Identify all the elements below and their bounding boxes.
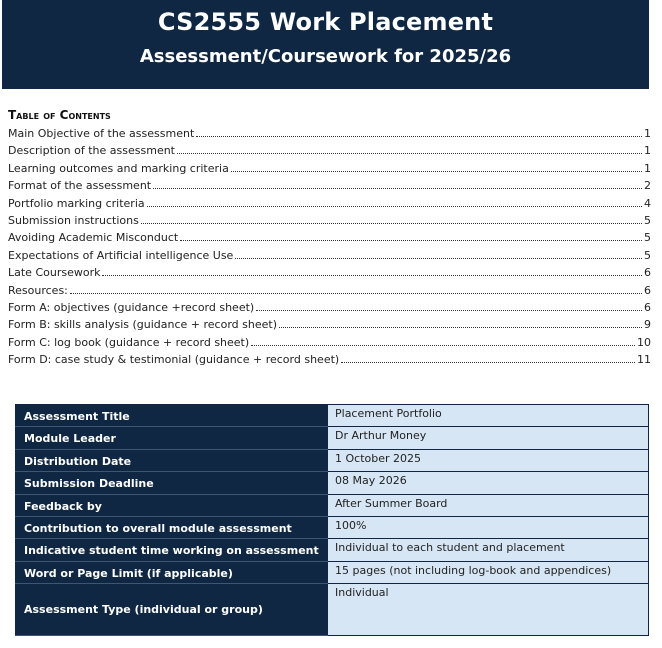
row-key: Distribution Date <box>16 449 328 471</box>
row-key: Submission Deadline <box>16 472 328 494</box>
row-value: Individual to each student and placement <box>328 539 649 561</box>
table-of-contents <box>8 127 651 370</box>
toc-entry-page: 1 <box>644 127 651 140</box>
document-subtitle: Assessment/Coursework for 2025/26 <box>139 46 512 67</box>
toc-entry-page: 6 <box>644 266 651 280</box>
toc-entry-label: Portfolio marking criteria <box>8 196 145 210</box>
toc-entry-label: Form D: case study & testimonial (guidance + record sheet) <box>8 353 340 367</box>
toc-entry-label: Format of the assessment <box>8 179 152 193</box>
toc-leader <box>102 275 642 276</box>
row-key: Word or Page Limit (if applicable) <box>16 561 328 583</box>
row-key: Indicative student time working on assessment <box>16 539 328 561</box>
toc-leader <box>177 153 642 154</box>
toc-entry[interactable] <box>8 249 651 266</box>
toc-entry-label: Resources: <box>8 283 68 297</box>
toc-entry[interactable] <box>8 301 651 318</box>
toc-leader <box>341 362 635 363</box>
toc-leader <box>279 327 642 328</box>
table-row <box>16 516 649 538</box>
toc-entry-page: 1 <box>644 161 651 175</box>
row-key: Module Leader <box>16 427 328 449</box>
toc-entry-page: 5 <box>644 213 651 227</box>
row-key: Contribution to overall module assessment <box>16 516 328 538</box>
document-title: CS2555 Work Placement <box>157 8 494 36</box>
toc-leader <box>196 136 642 137</box>
toc-entry[interactable] <box>8 214 651 231</box>
toc-leader <box>180 240 642 241</box>
toc-entry-label: Form B: skills analysis (guidance + record sheet) <box>8 318 277 332</box>
toc-entry-label: Submission instructions <box>8 213 139 227</box>
toc-entry-page: 9 <box>644 318 651 332</box>
toc-entry[interactable] <box>8 179 651 196</box>
toc-entry[interactable] <box>8 353 651 370</box>
row-value: Dr Arthur Money <box>328 427 649 449</box>
row-value: Individual <box>328 584 649 636</box>
toc-entry-page: 11 <box>637 353 651 367</box>
toc-entry-label: Form C: log book (guidance + record sheet) <box>8 335 250 349</box>
toc-entry-label: Expectations of Artificial intelligence Use <box>8 248 234 262</box>
row-value: 08 May 2026 <box>328 472 649 494</box>
toc-entry-label: Main Objective of the assessment <box>8 127 195 140</box>
toc-entry-label: Learning outcomes and marking criteria <box>8 161 229 175</box>
toc-leader <box>235 258 642 259</box>
toc-heading: Table of Contents <box>8 108 111 122</box>
toc-entry[interactable] <box>8 144 651 161</box>
row-value: Placement Portfolio <box>328 405 649 427</box>
toc-leader <box>251 345 635 346</box>
toc-entry-label: Description of the assessment <box>8 144 175 158</box>
table-row <box>16 494 649 516</box>
row-value: After Summer Board <box>328 494 649 516</box>
toc-entry-label: Late Coursework <box>8 266 101 280</box>
toc-entry[interactable] <box>8 266 651 283</box>
toc-leader <box>153 188 642 189</box>
row-key: Feedback by <box>16 494 328 516</box>
toc-leader <box>141 223 642 224</box>
table-row <box>16 427 649 449</box>
toc-entry-page: 1 <box>644 144 651 158</box>
table-row <box>16 561 649 583</box>
toc-entry[interactable] <box>8 336 651 353</box>
toc-entry-page: 2 <box>644 179 651 193</box>
row-key: Assessment Title <box>16 405 328 427</box>
row-value: 1 October 2025 <box>328 449 649 471</box>
table-row <box>16 472 649 494</box>
toc-entry[interactable] <box>8 284 651 301</box>
toc-leader <box>147 206 642 207</box>
toc-entry-page: 4 <box>644 196 651 210</box>
toc-leader <box>70 293 642 294</box>
row-key: Assessment Type (individual or group) <box>16 584 328 636</box>
toc-entry-page: 5 <box>644 231 651 245</box>
table-row <box>16 449 649 471</box>
toc-entry-page: 6 <box>644 283 651 297</box>
toc-entry-label: Avoiding Academic Misconduct <box>8 231 179 245</box>
table-row <box>16 405 649 427</box>
toc-leader <box>231 171 642 172</box>
document-header <box>2 0 649 89</box>
toc-entry-page: 5 <box>644 248 651 262</box>
toc-entry[interactable] <box>8 127 651 144</box>
toc-entry[interactable] <box>8 231 651 248</box>
toc-entry-page: 6 <box>644 300 651 314</box>
row-value: 100% <box>328 516 649 538</box>
row-value: 15 pages (not including log-book and appendices) <box>328 561 649 583</box>
toc-entry[interactable] <box>8 318 651 335</box>
toc-entry[interactable] <box>8 197 651 214</box>
toc-leader <box>256 310 642 311</box>
table-row <box>16 584 649 636</box>
assessment-info-table <box>15 404 649 636</box>
toc-entry-label: Form A: objectives (guidance +record sheet) <box>8 300 255 314</box>
table-row <box>16 539 649 561</box>
toc-entry[interactable] <box>8 162 651 179</box>
toc-entry-page: 10 <box>637 335 651 349</box>
